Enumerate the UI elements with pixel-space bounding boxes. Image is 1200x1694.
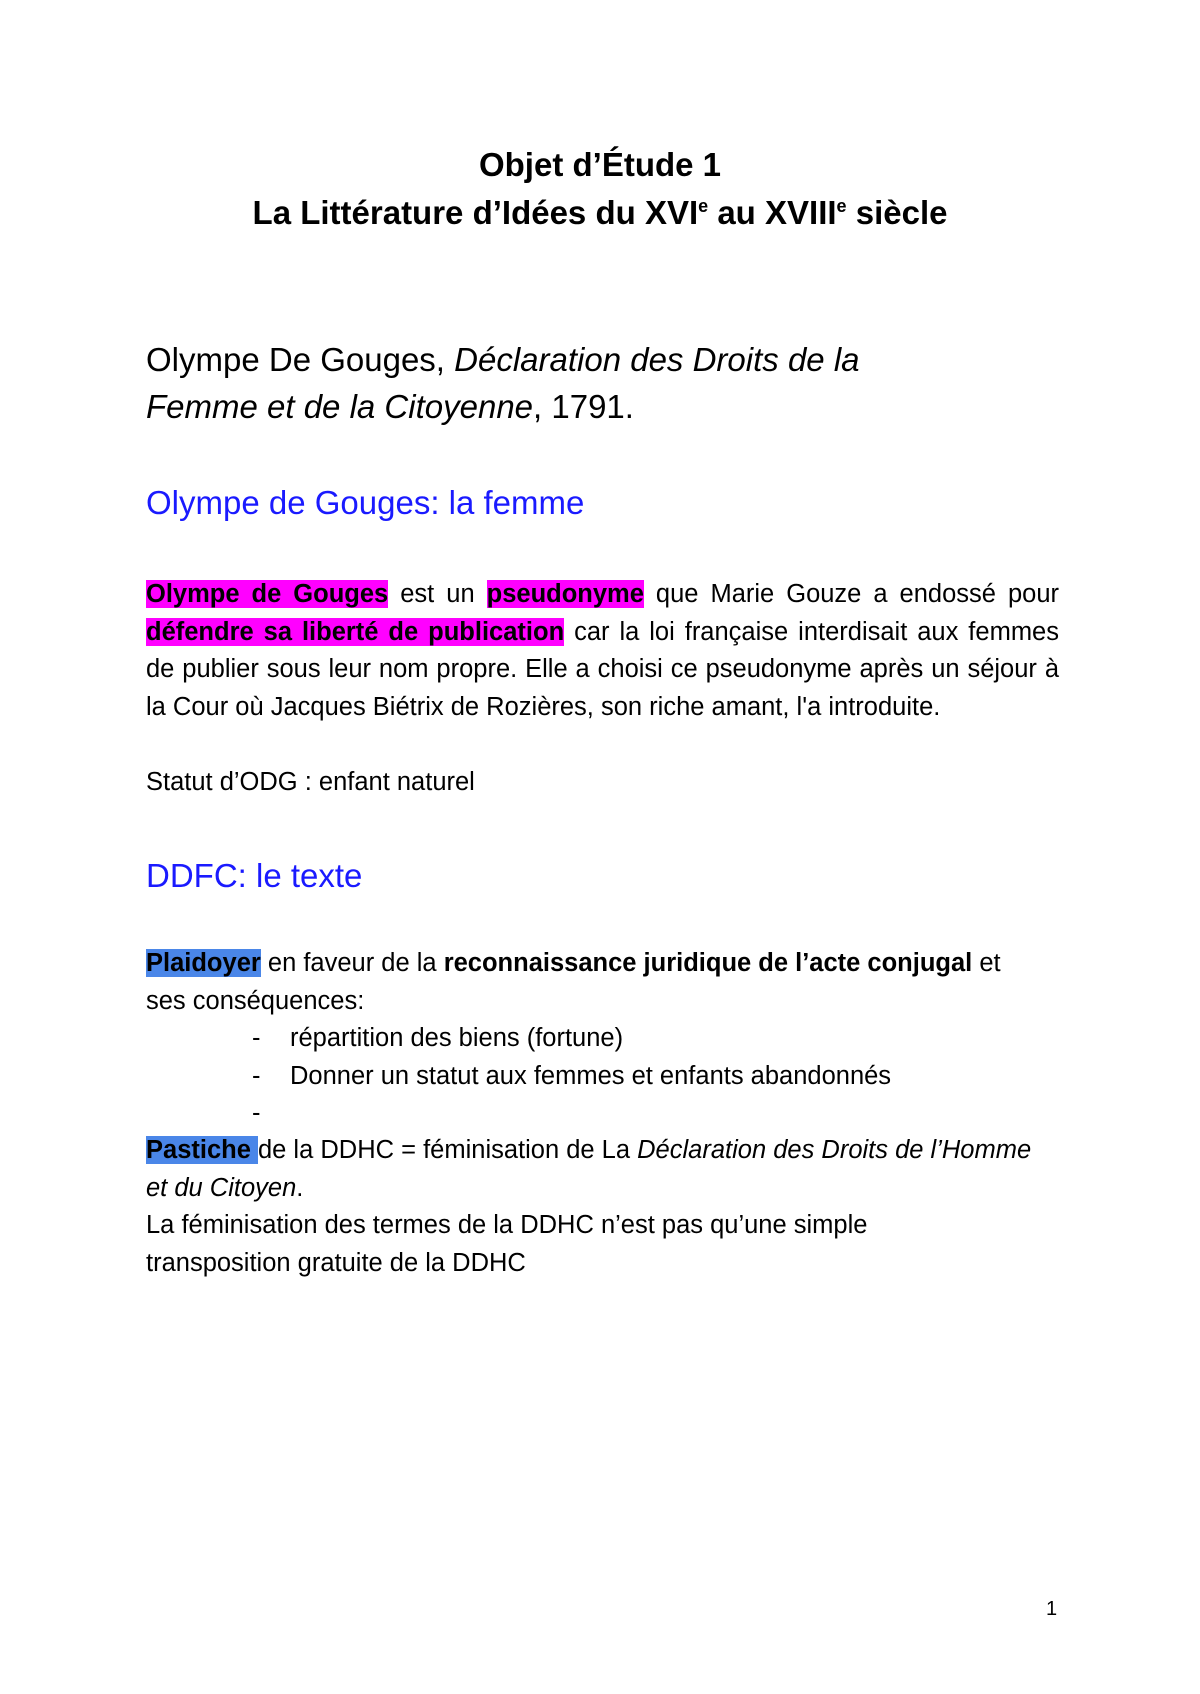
title-line-1: Objet d’Étude 1 [478,146,722,183]
paragraph-feminisation: La féminisation des termes de la DDHC n’est pas qu’une simple transposition gratuite de la DDHC [146,1211,868,1277]
highlight-plaidoyer: Plaidoyer [146,949,261,977]
highlight-pseudonyme: pseudonyme [486,580,644,608]
list-item: - [252,1099,261,1127]
paragraph-pseudonyme: Olympe de Gouges est un pseudonyme que Marie Gouze a endossé pour défendre sa liberté de publication car la loi française interdisait aux femmes de publier sous leur nom propre. Elle a choisi ce pseudonyme après un séjour à la Cour où Jacques Biétrix de Rozières, son riche amant, l'a introduite. [146,580,1060,721]
highlight-olympe-de-gouges: Olympe de Gouges [146,580,389,608]
title-line-2: La Littérature d’Idées du XVIe au XVIIIe siècle [252,194,948,231]
list-item: - répartition des biens (fortune) [252,1024,624,1052]
highlight-pastiche: Pastiche [146,1136,258,1164]
page-number: 1 [1046,1598,1058,1620]
statut-line: Statut d’ODG : enfant naturel [146,768,475,796]
list-item: - Donner un statut aux femmes et enfants abandonnés [252,1062,892,1090]
source-reference: Olympe De Gouges, Déclaration des Droits de la Femme et de la Citoyenne, 1791. [146,341,860,425]
highlight-liberte-publication: défendre sa liberté de publication [146,617,565,646]
section-heading-le-texte: DDFC: le texte [146,857,363,894]
paragraph-pastiche: Pastiche de la DDHC = féminisation de La Déclaration des Droits de l’Homme et du Citoyen. [146,1136,1032,1202]
section-heading-la-femme: Olympe de Gouges: la femme [146,484,585,521]
paragraph-plaidoyer: Plaidoyer en faveur de la reconnaissance juridique de l’acte conjugal et ses conséquences: [146,949,1001,1015]
